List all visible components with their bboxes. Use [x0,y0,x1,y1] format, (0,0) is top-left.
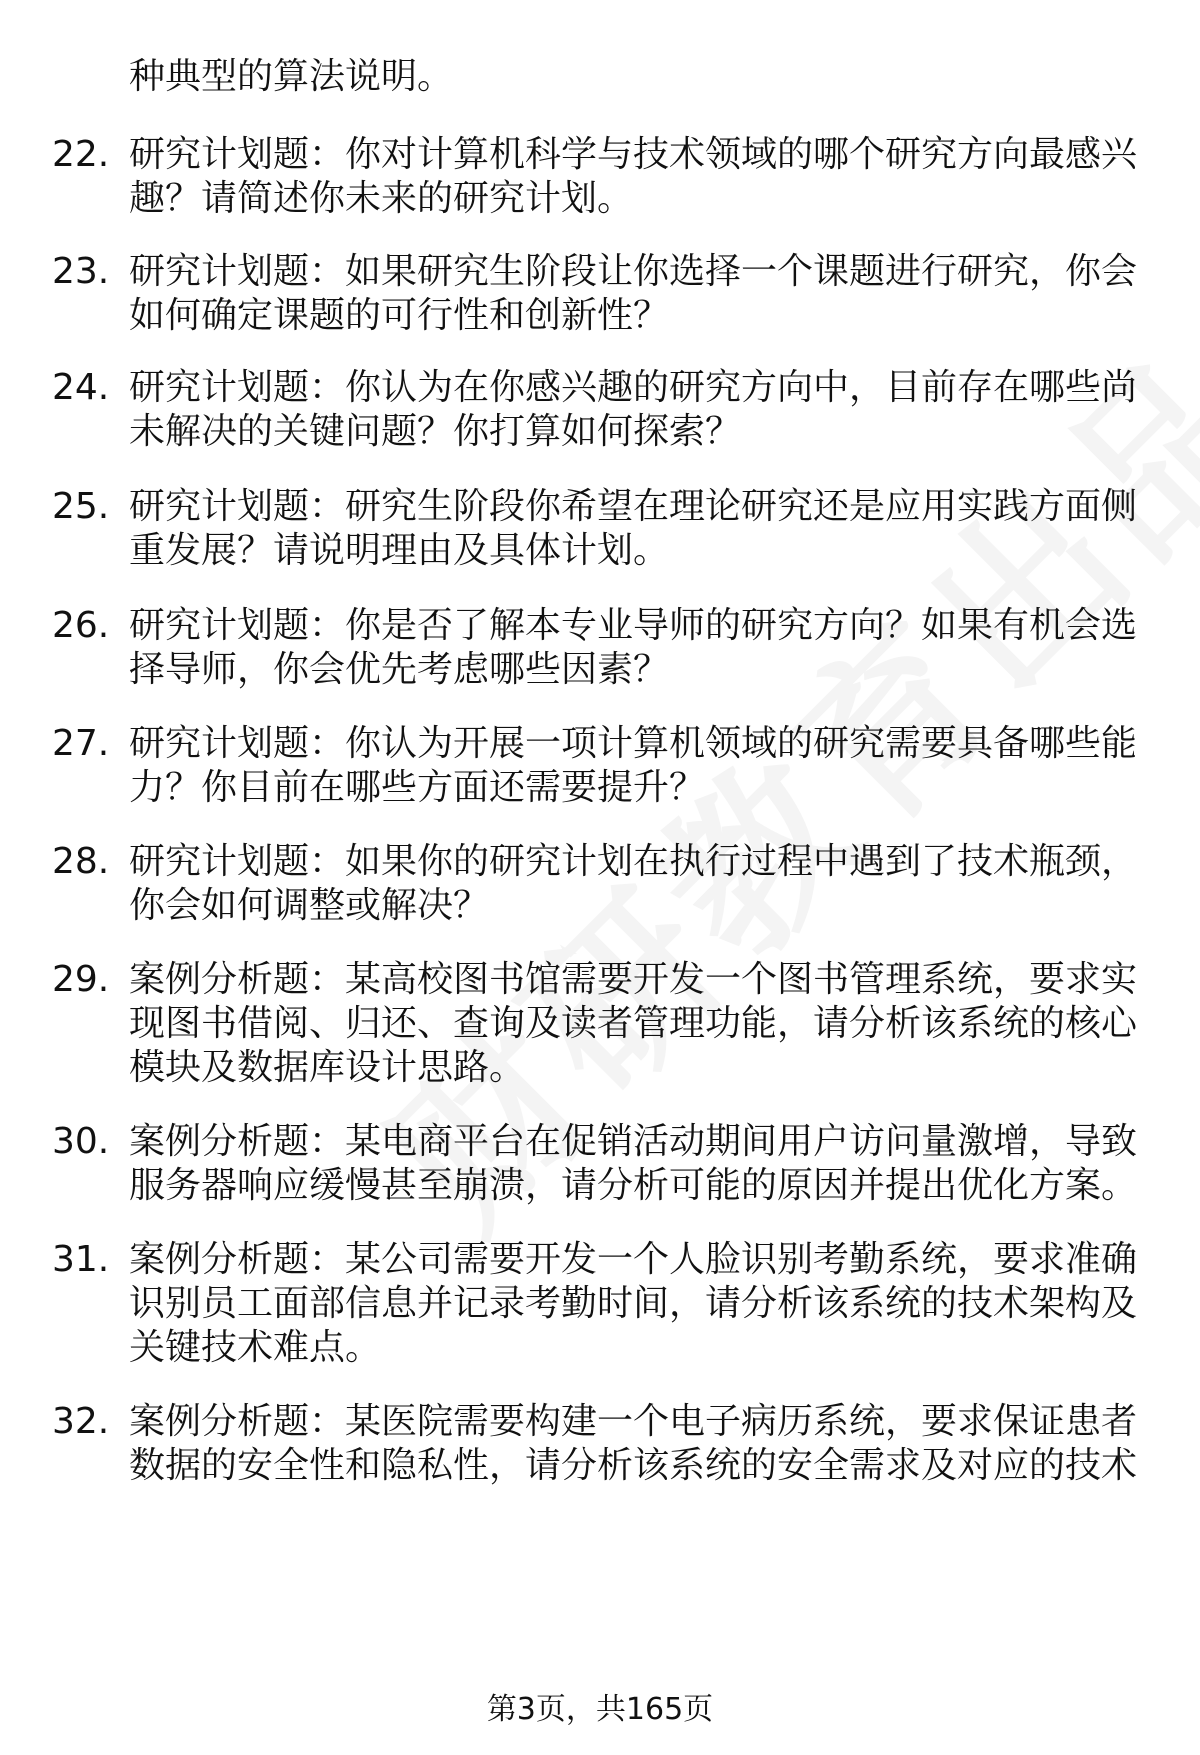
item-number: 28. [52,841,110,882]
item-line: 案例分析题：某高校图书馆需要开发一个图书管理系统，要求实 [129,959,1138,1000]
item-number: 32. [52,1401,110,1442]
item-line: 未解决的关键问题？你打算如何探索？ [129,411,742,452]
item-line: 识别员工面部信息并记录考勤时间，请分析该系统的技术架构及 [129,1283,1138,1324]
item-line: 研究计划题：你对计算机科学与技术领域的哪个研究方向最感兴 [129,134,1138,175]
item-line: 案例分析题：某电商平台在促销活动期间用户访问量激增，导致 [129,1121,1138,1162]
item-number: 31. [52,1239,110,1280]
item-number: 24. [52,367,110,408]
item-number: 29. [52,959,110,1000]
item-line: 如何确定课题的可行性和创新性？ [129,295,670,336]
item-line: 力？你目前在哪些方面还需要提升？ [129,767,706,808]
item-number: 23. [52,251,110,292]
item-line: 你会如何调整或解决？ [129,885,490,926]
item-line: 择导师，你会优先考虑哪些因素？ [129,649,670,690]
item-number: 26. [52,605,110,646]
item-line: 研究计划题：你认为开展一项计算机领域的研究需要具备哪些能 [129,723,1138,764]
item-line: 重发展？请说明理由及具体计划。 [129,530,670,571]
intro-line: 种典型的算法说明。 [129,56,454,97]
item-line: 模块及数据库设计思路。 [129,1047,526,1088]
page-footer: 第3页，共165页 [486,1692,714,1727]
item-line: 研究计划题：你认为在你感兴趣的研究方向中，目前存在哪些尚 [129,367,1138,408]
item-line: 案例分析题：某公司需要开发一个人脸识别考勤系统，要求准确 [129,1239,1138,1280]
item-number: 30. [52,1121,110,1162]
item-line: 关键技术难点。 [129,1327,382,1368]
item-line: 现图书借阅、归还、查询及读者管理功能，请分析该系统的核心 [129,1003,1138,1044]
item-line: 案例分析题：某医院需要构建一个电子病历系统，要求保证患者 [129,1401,1138,1442]
item-line: 研究计划题：如果研究生阶段让你选择一个课题进行研究，你会 [129,251,1138,292]
item-number: 27. [52,723,110,764]
item-number: 22. [52,134,110,175]
item-line: 服务器响应缓慢甚至崩溃，请分析可能的原因并提出优化方案。 [129,1165,1138,1206]
item-line: 趣？请简述你未来的研究计划。 [129,178,634,219]
item-line: 研究计划题：研究生阶段你希望在理论研究还是应用实践方面侧 [129,486,1138,527]
item-line: 研究计划题：你是否了解本专业导师的研究方向？如果有机会选 [129,605,1138,646]
item-number: 25. [52,486,110,527]
item-line: 数据的安全性和隐私性，请分析该系统的安全需求及对应的技术 [129,1445,1138,1486]
item-line: 研究计划题：如果你的研究计划在执行过程中遇到了技术瓶颈， [129,841,1138,882]
